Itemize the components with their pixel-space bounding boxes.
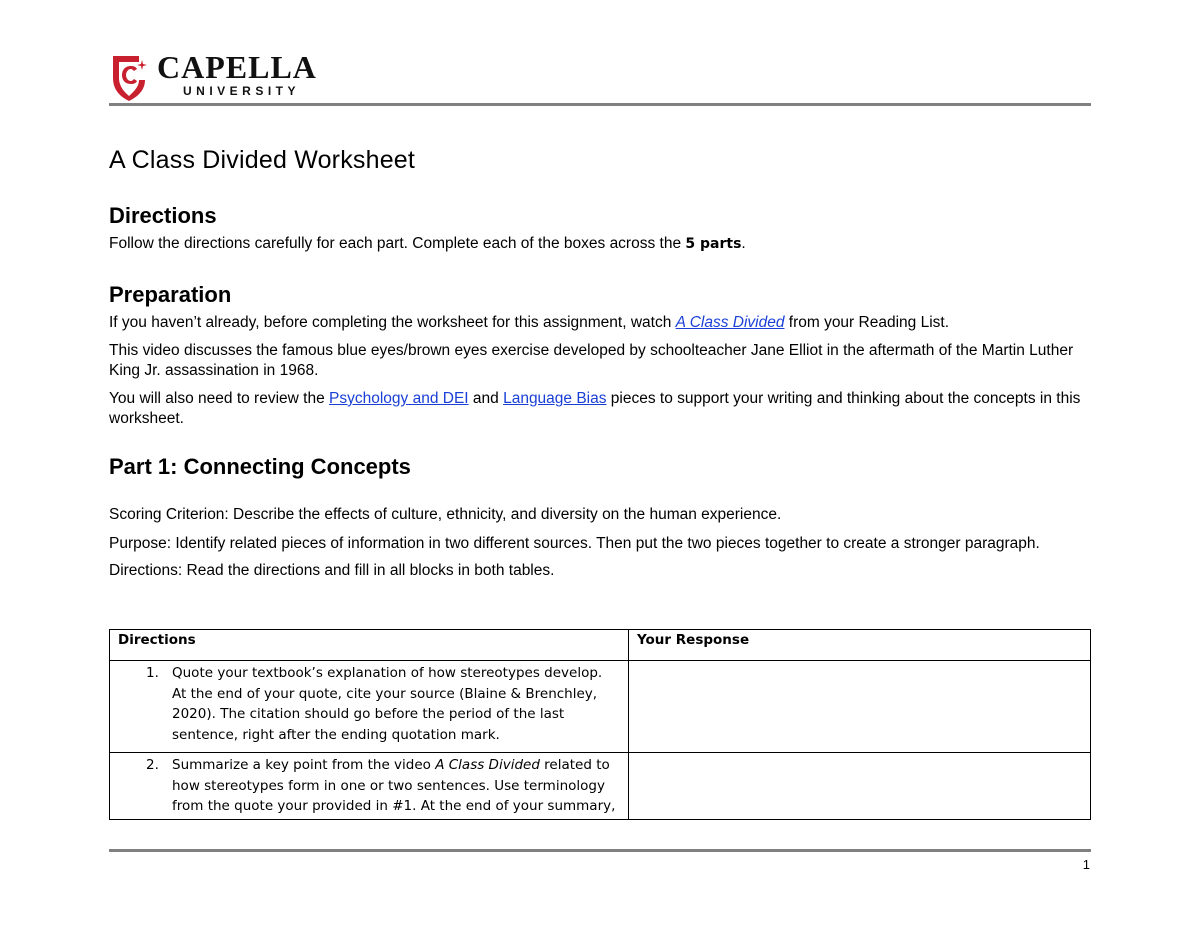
- preparation-heading: Preparation: [109, 281, 232, 307]
- prep-text: You will also need to review the: [109, 390, 330, 407]
- table-row: [110, 661, 1091, 753]
- part1-heading: Part 1: Connecting Concepts: [109, 454, 411, 479]
- preparation-paragraph-1: [109, 313, 1091, 333]
- page-number: 1: [1082, 857, 1090, 872]
- part1-directions: Directions: Read the directions and fill in all blocks in both tables.: [109, 562, 555, 579]
- column-header-response: Your Response: [629, 630, 1091, 661]
- language-bias-link[interactable]: Language Bias: [503, 390, 607, 407]
- document-body: [109, 142, 1091, 581]
- page-header: [109, 49, 1091, 106]
- directions-heading: Directions: [109, 203, 217, 228]
- response-cell[interactable]: [629, 661, 1091, 753]
- response-cell[interactable]: [629, 753, 1091, 820]
- directions-text-end: .: [741, 235, 746, 252]
- part1-purpose: Purpose: Identify related pieces of information in two different sources. Then put the two pieces together to create a stronger paragraph.: [109, 534, 1040, 552]
- item-number: 1.: [146, 665, 159, 681]
- direction-text: Quote your textbook’s explanation of how stereotypes develop. At the end of your quote, cite your source (Blaine & Brenchley, 2020). The citation should go before the period of the last sentence, right after the ending quotation mark.: [172, 665, 603, 743]
- direction-text: Summarize a key point from the video: [172, 757, 436, 773]
- worksheet-table: [109, 629, 1091, 820]
- table-row: [110, 753, 1091, 820]
- logo-name: CAPELLA: [157, 49, 317, 85]
- a-class-divided-link[interactable]: A Class Divided: [675, 313, 785, 331]
- prep-text: from your Reading List.: [784, 313, 949, 331]
- psychology-and-dei-link[interactable]: Psychology and DEI: [329, 390, 469, 407]
- direction-cell: [110, 661, 629, 753]
- directions-paragraph: [109, 234, 1091, 255]
- footer-divider: [109, 849, 1091, 852]
- video-title: A Class Divided: [435, 757, 540, 773]
- document-title: A Class Divided Worksheet: [109, 146, 416, 174]
- capella-logo: [109, 49, 317, 102]
- prep-text: and: [468, 390, 504, 407]
- column-header-directions: Directions: [110, 630, 629, 661]
- directions-parts-count: 5 parts: [685, 236, 742, 252]
- item-number: 2.: [146, 757, 159, 773]
- direction-cell: [110, 753, 629, 820]
- logo-subtitle: UNIVERSITY: [183, 84, 301, 98]
- preparation-paragraph-2: This video discusses the famous blue eyes/brown eyes exercise developed by schoolteacher Jane Elliot in the aftermath of the Martin Luther King Jr. assassination in 1968.: [109, 342, 1074, 379]
- preparation-paragraph-3: [109, 389, 1091, 428]
- directions-text: Follow the directions carefully for each part. Complete each of the boxes across the: [109, 235, 686, 252]
- table-header-row: [110, 630, 1091, 661]
- part1-scoring-criterion: Scoring Criterion: Describe the effects of culture, ethnicity, and diversity on the human experience.: [109, 506, 782, 523]
- prep-text: pieces to support your writing and thinking about the concepts in this worksheet.: [109, 390, 1081, 427]
- direction-text: related to how stereotypes form in one or two sentences. Use terminology from the quote your provided in #1. At the end of your summary,: [172, 757, 616, 814]
- capella-shield-icon: [109, 52, 149, 102]
- prep-text: If you haven’t already, before completing the worksheet for this assignment, watch: [109, 313, 676, 331]
- header-divider: [109, 103, 1091, 106]
